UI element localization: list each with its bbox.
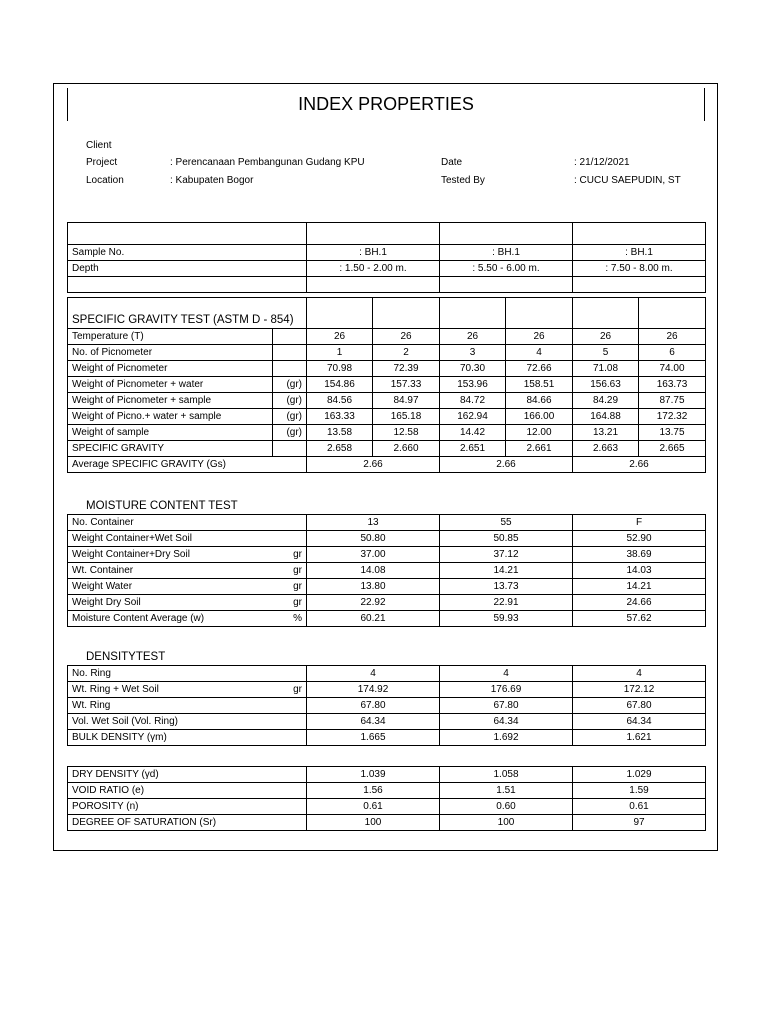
value-cell: 22.91: [440, 595, 573, 611]
value-cell: 2.658: [307, 441, 373, 457]
value-cell: 22.92: [307, 595, 440, 611]
table-row: [68, 815, 706, 831]
row-unit: [273, 531, 307, 547]
project-label: Project: [86, 157, 118, 168]
value-cell: 5: [573, 345, 639, 361]
row-label: Weight Water: [68, 579, 273, 595]
table-row: [68, 611, 706, 627]
value-cell: 2.663: [573, 441, 639, 457]
table-row: [68, 409, 706, 425]
value-cell: 0.60: [440, 799, 573, 815]
value-cell: 157.33: [373, 377, 440, 393]
value-cell: 64.34: [307, 714, 440, 730]
value-cell: 172.32: [639, 409, 706, 425]
value-cell: 37.12: [440, 547, 573, 563]
sg-title-row: [68, 298, 706, 329]
value-cell: 174.92: [307, 682, 440, 698]
value-cell: 87.75: [639, 393, 706, 409]
blank-cell: [68, 277, 307, 293]
row-unit: [273, 329, 307, 345]
row-unit: gr: [273, 579, 307, 595]
value-cell: F: [573, 515, 706, 531]
blank-cell: [440, 277, 573, 293]
value-cell: 158.51: [506, 377, 573, 393]
date-value: : 21/12/2021: [574, 157, 630, 168]
table-row: [68, 393, 706, 409]
value-cell: 24.66: [573, 595, 706, 611]
row-label: Depth: [68, 261, 307, 277]
table-row: [68, 377, 706, 393]
table-row: [68, 698, 706, 714]
value-cell: 162.94: [440, 409, 506, 425]
value-cell: 13.73: [440, 579, 573, 595]
value-cell: 1.665: [307, 730, 440, 746]
value-cell: 1.029: [573, 767, 706, 783]
value-cell: 4: [440, 666, 573, 682]
table-row: [68, 799, 706, 815]
value-cell: 100: [440, 815, 573, 831]
table-row: [68, 261, 706, 277]
row-label: Weight of sample: [68, 425, 273, 441]
value-cell: 154.86: [307, 377, 373, 393]
value-cell: 55: [440, 515, 573, 531]
value-cell: 14.42: [440, 425, 506, 441]
value-cell: 164.88: [573, 409, 639, 425]
table-row: [68, 441, 706, 457]
spacer-row: [68, 277, 706, 293]
value-cell: 4: [307, 666, 440, 682]
value-cell: 67.80: [573, 698, 706, 714]
sg-title: SPECIFIC GRAVITY TEST (ASTM D - 854): [68, 298, 307, 329]
value-cell: 0.61: [307, 799, 440, 815]
density-title: DENSITYTEST: [86, 651, 166, 663]
table-row: [68, 595, 706, 611]
table-row: [68, 457, 706, 473]
row-label: POROSITY (n): [68, 799, 307, 815]
row-unit: gr: [273, 595, 307, 611]
table-row: [68, 345, 706, 361]
row-label: Temperature (T): [68, 329, 273, 345]
value-cell: 84.72: [440, 393, 506, 409]
value-cell: 38.69: [573, 547, 706, 563]
value-cell: 52.90: [573, 531, 706, 547]
row-label: Moisture Content Average (w): [68, 611, 273, 627]
value-cell: 67.80: [307, 698, 440, 714]
value-cell: 84.97: [373, 393, 440, 409]
value-cell: 166.00: [506, 409, 573, 425]
row-label: Weight Dry Soil: [68, 595, 273, 611]
value-cell: 64.34: [573, 714, 706, 730]
avg-gs-cell: 2.66: [573, 457, 706, 473]
row-label: VOID RATIO (e): [68, 783, 307, 799]
row-unit: [273, 441, 307, 457]
value-cell: 26: [639, 329, 706, 345]
row-label: Weight of Picnometer: [68, 361, 273, 377]
table-row: [68, 329, 706, 345]
depth-cell: : 7.50 - 8.00 m.: [573, 261, 706, 277]
value-cell: 4: [573, 666, 706, 682]
blank-cell: [639, 298, 706, 329]
value-cell: 74.00: [639, 361, 706, 377]
value-cell: 59.93: [440, 611, 573, 627]
row-unit: [273, 714, 307, 730]
row-unit: gr: [273, 547, 307, 563]
tested-by-label: Tested By: [441, 175, 485, 186]
row-label: SPECIFIC GRAVITY: [68, 441, 273, 457]
row-unit: (gr): [273, 409, 307, 425]
value-cell: 26: [506, 329, 573, 345]
row-label: Average SPECIFIC GRAVITY (Gs): [68, 457, 307, 473]
value-cell: 2.661: [506, 441, 573, 457]
date-label: Date: [441, 157, 463, 168]
table-row: [68, 361, 706, 377]
row-label: DRY DENSITY (γd): [68, 767, 307, 783]
value-cell: 97: [573, 815, 706, 831]
value-cell: 12.58: [373, 425, 440, 441]
table-row: [68, 714, 706, 730]
avg-gs-cell: 2.66: [440, 457, 573, 473]
value-cell: 13.80: [307, 579, 440, 595]
row-unit: (gr): [273, 377, 307, 393]
sample-cell: : BH.1: [573, 245, 706, 261]
value-cell: 2.665: [639, 441, 706, 457]
row-label: Sample No.: [68, 245, 307, 261]
avg-gs-cell: 2.66: [307, 457, 440, 473]
row-unit: [273, 345, 307, 361]
row-unit: (gr): [273, 393, 307, 409]
row-unit: [273, 666, 307, 682]
table-row: [68, 579, 706, 595]
value-cell: 14.21: [573, 579, 706, 595]
value-cell: 176.69: [440, 682, 573, 698]
value-cell: 165.18: [373, 409, 440, 425]
value-cell: 70.98: [307, 361, 373, 377]
row-label: Weight of Picnometer + sample: [68, 393, 273, 409]
row-unit: [273, 515, 307, 531]
value-cell: 13.75: [639, 425, 706, 441]
row-label: Weight Container+Dry Soil: [68, 547, 273, 563]
value-cell: 26: [307, 329, 373, 345]
value-cell: 14.21: [440, 563, 573, 579]
row-label: DEGREE OF SATURATION (Sr): [68, 815, 307, 831]
value-cell: 12.00: [506, 425, 573, 441]
dry-density-table: [67, 766, 706, 831]
table-row: [68, 563, 706, 579]
row-unit: gr: [273, 682, 307, 698]
row-label: Vol. Wet Soil (Vol. Ring): [68, 714, 273, 730]
table-row: [68, 666, 706, 682]
row-label: Wt. Ring + Wet Soil: [68, 682, 273, 698]
row-unit: %: [273, 611, 307, 627]
row-label: Weight Container+Wet Soil: [68, 531, 273, 547]
blank-cell: [307, 277, 440, 293]
blank-cell: [573, 298, 639, 329]
row-label: Wt. Ring: [68, 698, 273, 714]
table-row: [68, 682, 706, 698]
row-label: No. Ring: [68, 666, 273, 682]
value-cell: 1.692: [440, 730, 573, 746]
value-cell: 4: [506, 345, 573, 361]
table-row: [68, 783, 706, 799]
row-unit: [273, 730, 307, 746]
tested-by-value: : CUCU SAEPUDIN, ST: [574, 175, 681, 186]
depth-cell: : 5.50 - 6.00 m.: [440, 261, 573, 277]
density-table: [67, 665, 706, 746]
value-cell: 13.21: [573, 425, 639, 441]
value-cell: 1.56: [307, 783, 440, 799]
table-row: [68, 425, 706, 441]
row-unit: [273, 361, 307, 377]
blank-cell: [573, 277, 706, 293]
value-cell: 67.80: [440, 698, 573, 714]
page-title: INDEX PROPERTIES: [298, 94, 474, 114]
value-cell: 156.63: [573, 377, 639, 393]
value-cell: 6: [639, 345, 706, 361]
table-row: [68, 515, 706, 531]
row-label: Wt. Container: [68, 563, 273, 579]
value-cell: 26: [373, 329, 440, 345]
value-cell: 72.39: [373, 361, 440, 377]
location-label: Location: [86, 175, 124, 186]
row-label: Weight of Picno.+ water + sample: [68, 409, 273, 425]
row-label: BULK DENSITY (γm): [68, 730, 273, 746]
value-cell: 14.08: [307, 563, 440, 579]
value-cell: 1.058: [440, 767, 573, 783]
value-cell: 1.51: [440, 783, 573, 799]
value-cell: 0.61: [573, 799, 706, 815]
row-unit: [273, 698, 307, 714]
sample-cell: : BH.1: [440, 245, 573, 261]
value-cell: 13: [307, 515, 440, 531]
moisture-title: MOISTURE CONTENT TEST: [86, 500, 238, 512]
table-row: [68, 730, 706, 746]
value-cell: 3: [440, 345, 506, 361]
spacer-row: [68, 223, 706, 245]
table-row: [68, 767, 706, 783]
specific-gravity-table: [67, 297, 706, 473]
sample-table: [67, 222, 706, 293]
row-unit: (gr): [273, 425, 307, 441]
value-cell: 37.00: [307, 547, 440, 563]
depth-cell: : 1.50 - 2.00 m.: [307, 261, 440, 277]
value-cell: 14.03: [573, 563, 706, 579]
row-label: No. of Picnometer: [68, 345, 273, 361]
blank-cell: [440, 223, 573, 245]
value-cell: 2.651: [440, 441, 506, 457]
value-cell: 1.621: [573, 730, 706, 746]
value-cell: 84.29: [573, 393, 639, 409]
row-label: Weight of Picnometer + water: [68, 377, 273, 393]
value-cell: 1: [307, 345, 373, 361]
client-label: Client: [86, 140, 112, 151]
moisture-content-table: [67, 514, 706, 627]
value-cell: 72.66: [506, 361, 573, 377]
value-cell: 64.34: [440, 714, 573, 730]
value-cell: 60.21: [307, 611, 440, 627]
value-cell: 172.12: [573, 682, 706, 698]
value-cell: 57.62: [573, 611, 706, 627]
project-value: : Perencanaan Pembangunan Gudang KPU: [170, 157, 365, 168]
value-cell: 2: [373, 345, 440, 361]
value-cell: 26: [573, 329, 639, 345]
value-cell: 84.56: [307, 393, 373, 409]
row-unit: gr: [273, 563, 307, 579]
table-row: [68, 547, 706, 563]
value-cell: 100: [307, 815, 440, 831]
blank-cell: [573, 223, 706, 245]
value-cell: 1.039: [307, 767, 440, 783]
value-cell: 153.96: [440, 377, 506, 393]
blank-cell: [373, 298, 440, 329]
row-label: No. Container: [68, 515, 273, 531]
table-row: [68, 531, 706, 547]
value-cell: 163.73: [639, 377, 706, 393]
value-cell: 163.33: [307, 409, 373, 425]
value-cell: 84.66: [506, 393, 573, 409]
blank-cell: [440, 298, 506, 329]
location-value: : Kabupaten Bogor: [170, 175, 254, 186]
value-cell: 70.30: [440, 361, 506, 377]
value-cell: 71.08: [573, 361, 639, 377]
table-row: [68, 245, 706, 261]
value-cell: 2.660: [373, 441, 440, 457]
value-cell: 13.58: [307, 425, 373, 441]
blank-cell: [307, 298, 373, 329]
sample-cell: : BH.1: [307, 245, 440, 261]
blank-cell: [307, 223, 440, 245]
value-cell: 50.85: [440, 531, 573, 547]
value-cell: 1.59: [573, 783, 706, 799]
value-cell: 26: [440, 329, 506, 345]
blank-cell: [506, 298, 573, 329]
value-cell: 50.80: [307, 531, 440, 547]
blank-cell: [68, 223, 307, 245]
